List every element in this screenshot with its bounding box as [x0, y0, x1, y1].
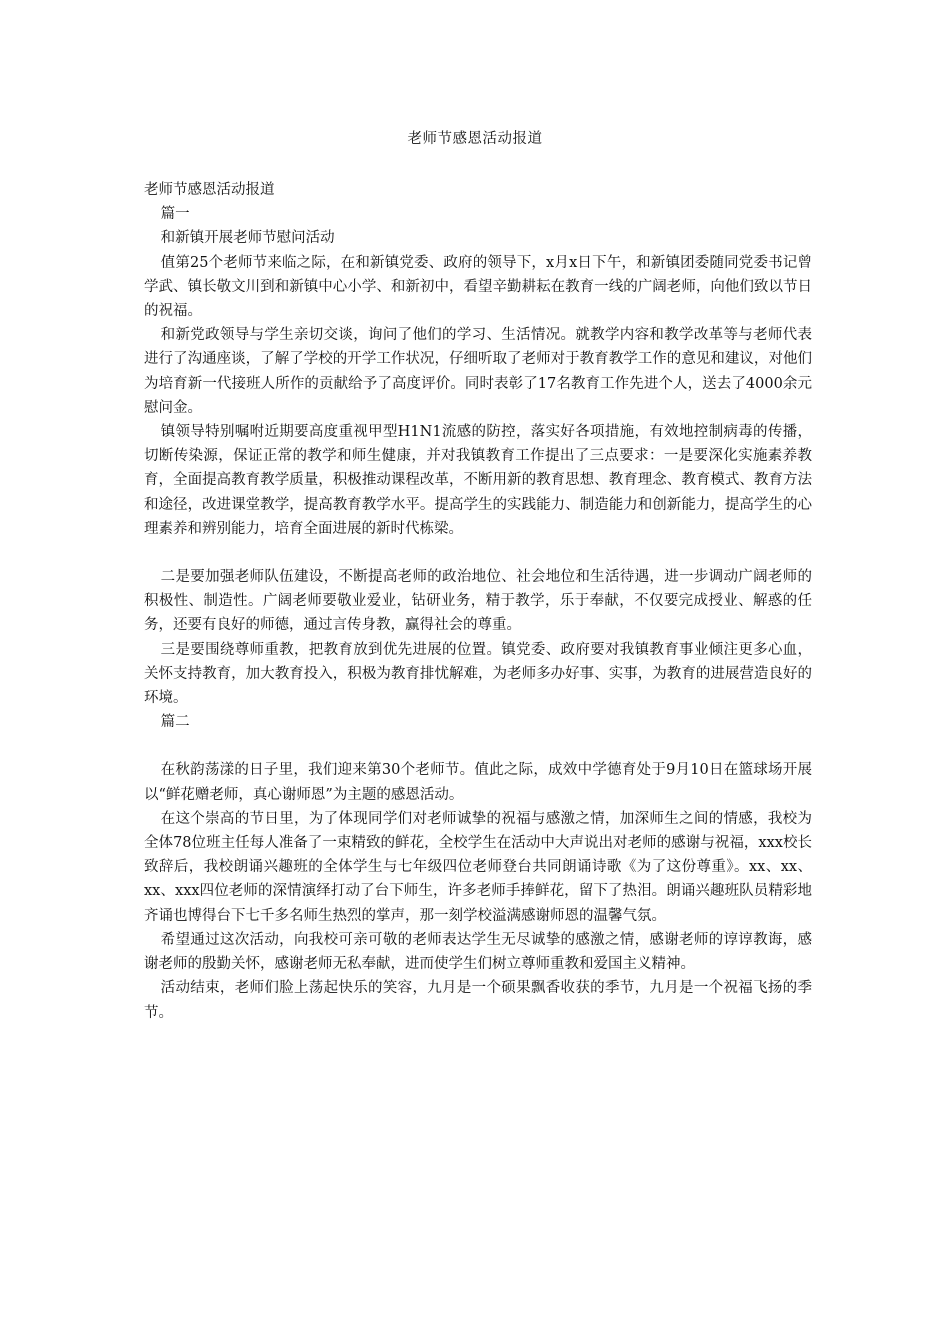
paragraph: 在这个崇高的节日里，为了体现同学们对老师诚挚的祝福与感激之情，加深师生之间的情感，我校为全体78位班主任每人准备了一束精致的鲜花，全校学生在活动中大声说出对老师的感谢与祝福，xxx校长致辞后，我校朗诵兴趣班的全体学生与七年级四位老师登台共同朗诵诗歌《为了这份尊重》。xx、xx、xx、xxx四位老师的深情演绎打动了台下师生，许多老师手捧鲜花，留下了热泪。朗诵兴趣班队员精彩地齐诵也博得台下七千多名师生热烈的掌声，那一刻学校溢满感谢师恩的温馨气氛。 [144, 810, 812, 924]
paragraph: 在秋韵荡漾的日子里，我们迎来第30个老师节。值此之际，成效中学德育处于9月10日在篮球场开展以“鲜花赠老师，真心谢师恩”为主题的感恩活动。 [144, 762, 812, 803]
paragraph: 值第25个老师节来临之际，在和新镇党委、政府的领导下，x月x日下午，和新镇团委随同党委书记曾学武、镇长敬文川到和新镇中心小学、和新初中，看望辛勤耕耘在教育一线的广阔老师，向他们致以节日的祝福。 [144, 254, 812, 320]
paragraph: 活动结束，老师们脸上荡起快乐的笑容，九月是一个硕果飘香收获的季节，九月是一个祝福飞扬的季节。 [144, 980, 812, 1021]
body-heading: 老师节感恩活动报道 [144, 182, 275, 198]
section-label-one: 篇一 [160, 206, 190, 223]
section-label-two: 篇二 [160, 714, 190, 731]
paragraph: 和新党政领导与学生亲切交谈，询问了他们的学习、生活情况。就教学内容和教学改革等与老师代表进行了沟通座谈，了解了学校的开学工作状况，仔细听取了老师对于教育教学工作的意见和建议，对他们为培育新一代接班人所作的贡献给予了高度评价。同时表彰了17名教育工作先进个人，送去了4000余元慰问金。 [144, 327, 812, 416]
document-body [144, 178, 812, 1025]
paragraph-spacer [144, 541, 812, 565]
paragraph: 三是要围绕尊师重教，把教育放到优先进展的位置。镇党委、政府要对我镇教育事业倾注更多心血，关怀支持教育，加大教育投入，积极为教育排忧解难，为老师多办好事、实事，为教育的进展营造良好的环境。 [144, 641, 812, 707]
paragraph: 希望通过这次活动，向我校可亲可敬的老师表达学生无尽诚挚的感激之情，感谢老师的谆谆教诲，感谢老师的殷勤关怀，感谢老师无私奉献，进而使学生们树立尊师重教和爱国主义精神。 [144, 931, 812, 973]
paragraph: 二是要加强老师队伍建设，不断提高老师的政治地位、社会地位和生活待遇，进一步调动广阔老师的积极性、制造性。广阔老师要敬业爱业，钻研业务，精于教学，乐于奉献，不仅要完成授业、解惑的任务，还要有良好的师德，通过言传身教，赢得社会的尊重。 [144, 569, 812, 634]
document-title: 老师节感恩活动报道 [407, 131, 543, 147]
paragraph: 镇领导特别嘱咐近期要高度重视甲型H1N1流感的防控，落实好各项措施，有效地控制病毒的传播，切断传染源，保证正常的教学和师生健康，并对我镇教育工作提出了三点要求：一是要深化实施素养教育，全面提高教育教学质量，积极推动课程改革，不断用新的教育思想、教育理念、教育模式、教育方法和途径，改进课堂教学，提高教育教学水平。提高学生的实践能力、制造能力和创新能力，提高学生的心理素养和辨别能力，培育全面进展的新时代栋梁。 [144, 424, 812, 537]
article-one-headline: 和新镇开展老师节慰问活动 [160, 230, 335, 247]
paragraph-spacer [144, 734, 812, 758]
